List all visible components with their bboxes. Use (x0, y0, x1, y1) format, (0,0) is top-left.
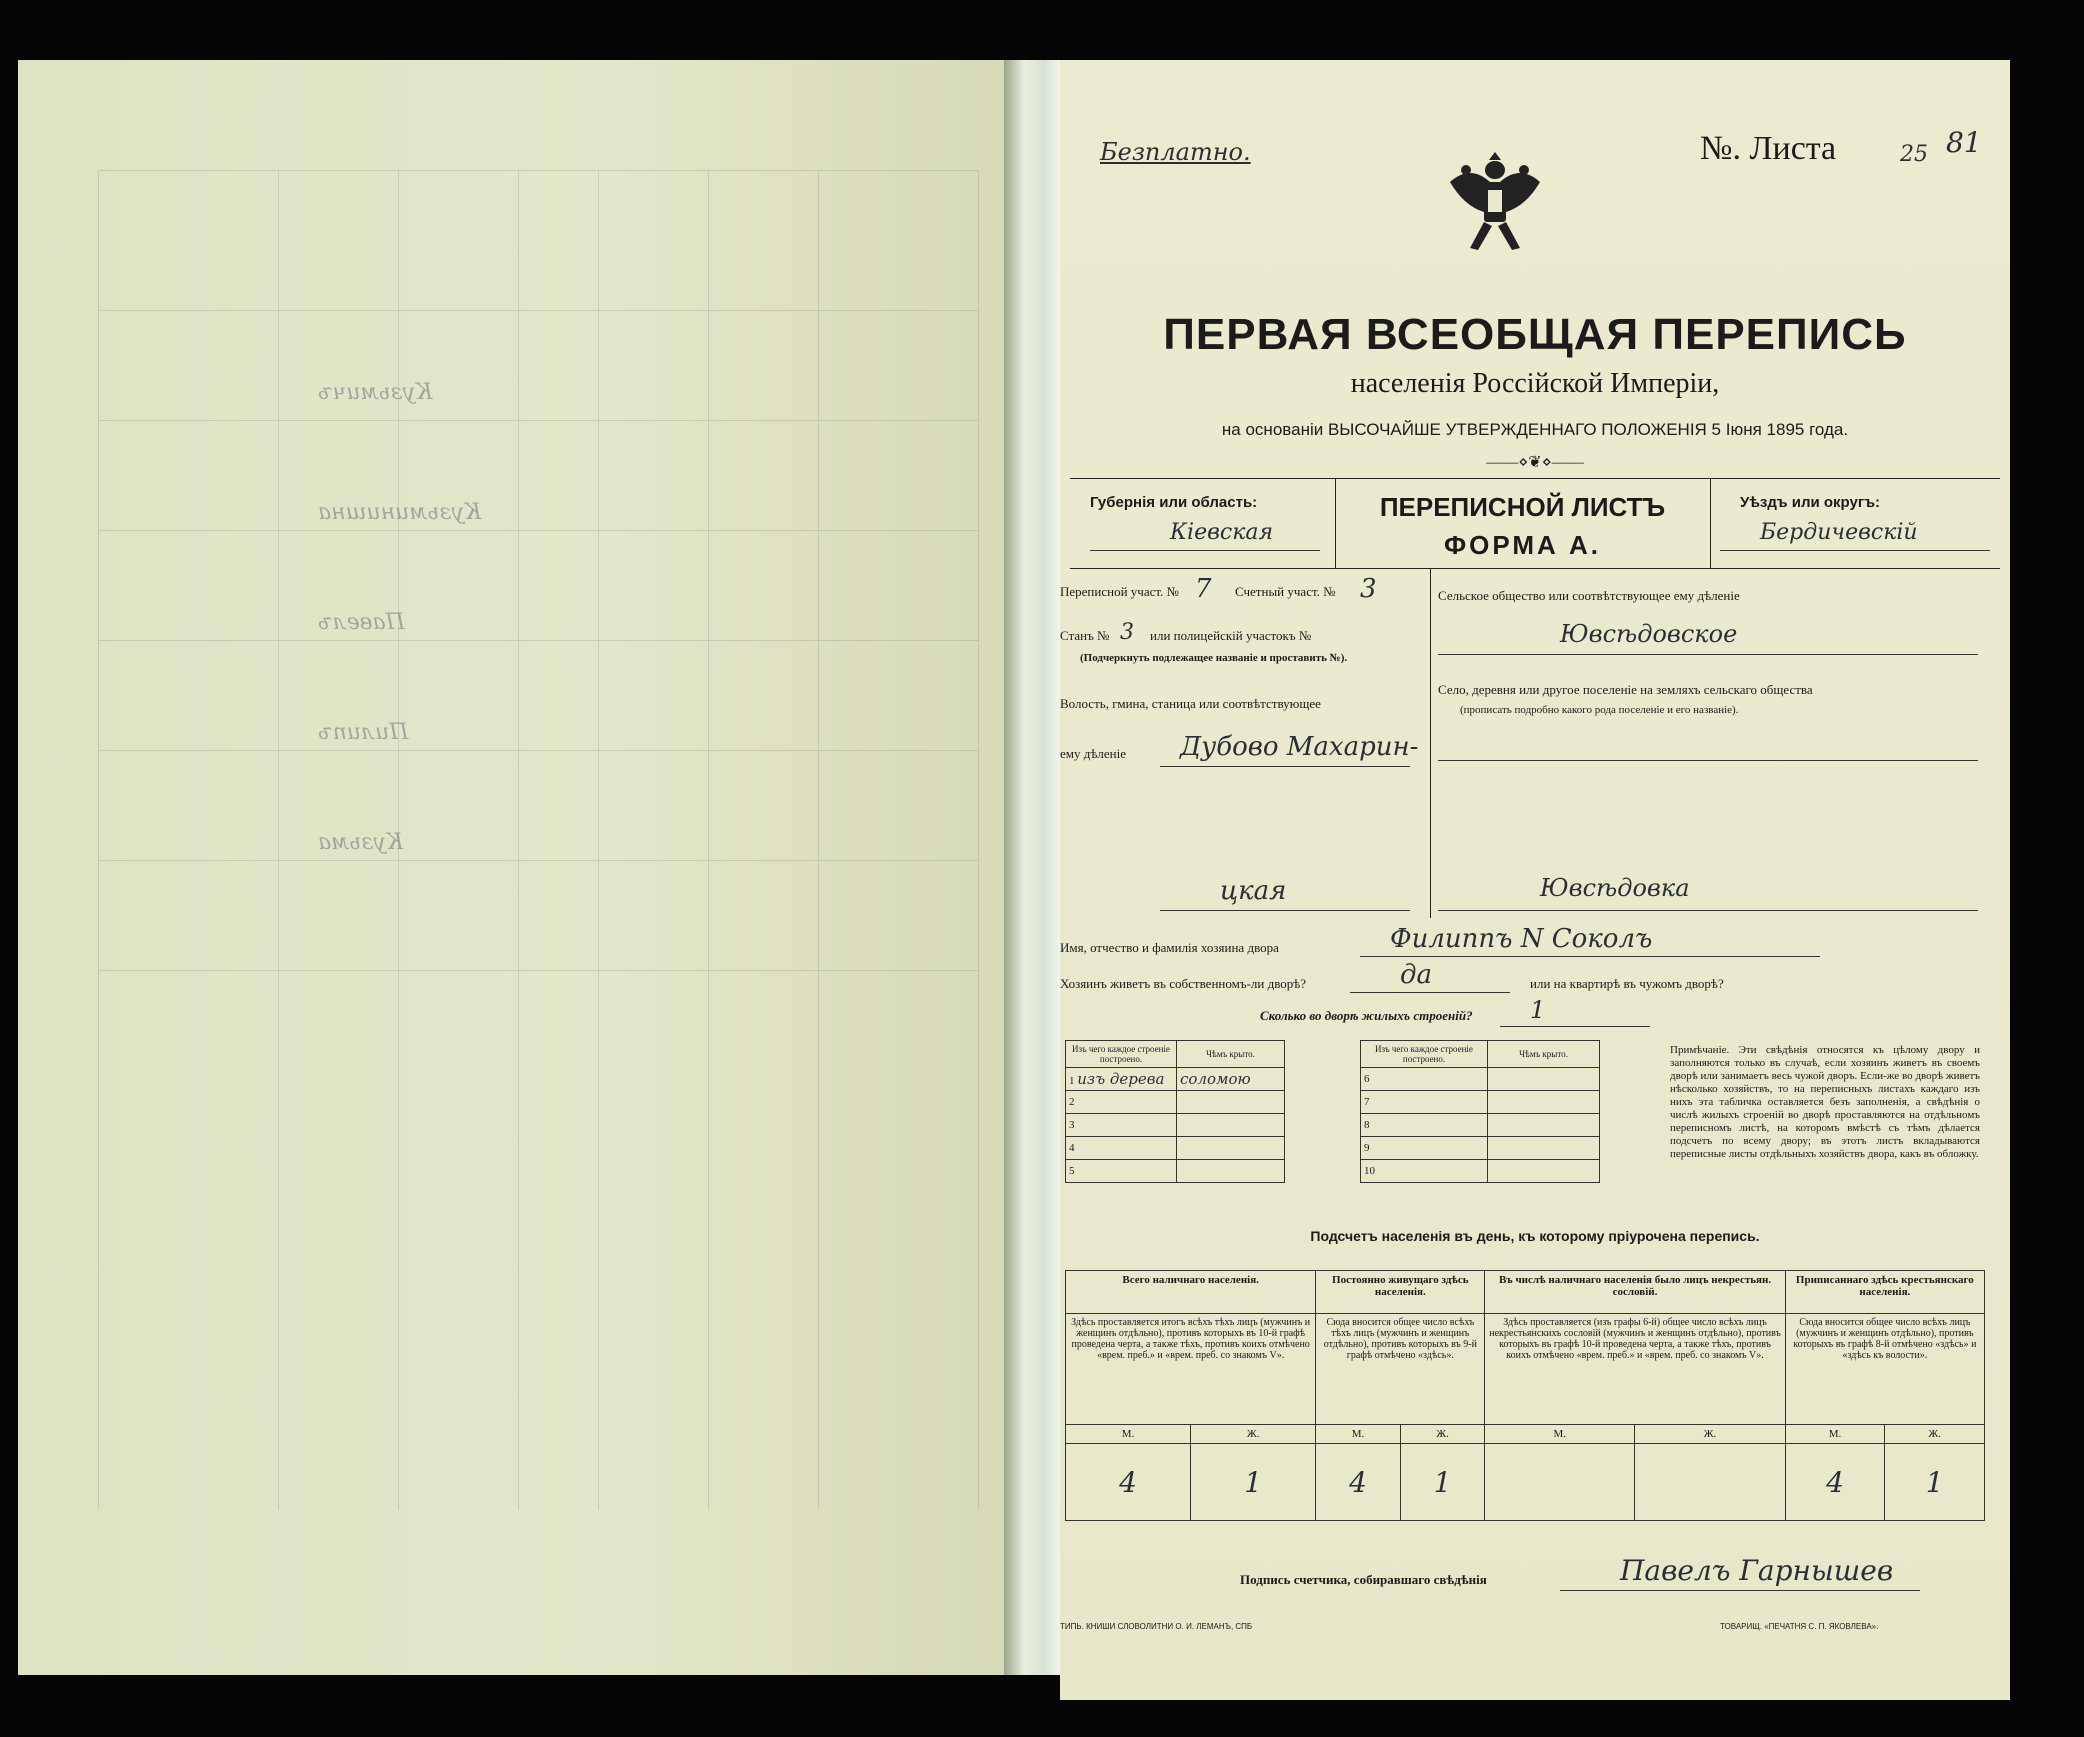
census-subtitle: населенія Россійской Имперіи, (1350, 368, 1720, 399)
ghost-text: Кузьминишна (318, 500, 482, 525)
census-district-label: Переписной участ. № (1060, 584, 1179, 599)
ornament-divider: ——⋄❦⋄—— (1486, 454, 1584, 471)
census-form-page (1060, 60, 2010, 1700)
archive-number: 81 (1946, 126, 1982, 159)
form-type: ФОРМА А. (1443, 530, 1602, 560)
rent-label: или на квартирѣ въ чужомъ дворѣ? (1530, 976, 1724, 991)
imperial-eagle-emblem-icon (1430, 142, 1560, 262)
count-district-label: Счетный участ. № (1235, 584, 1336, 599)
printer-left: ТИПЬ. КНИШИ СЛОВОЛИТНИ О. И. ЛЕМАНЪ, СПБ (1060, 1622, 1253, 1631)
guberniya-value: Кіевская (1170, 520, 1274, 545)
own-yard-value: да (1400, 960, 1432, 990)
count-district-value: 3 (1360, 574, 1377, 604)
guberniya-label: Губернія или область: (1090, 494, 1258, 511)
uezd-label: Уѣздъ или округъ: (1740, 494, 1881, 511)
ghost-text: Кузьмичъ (318, 380, 433, 405)
buildings-count-value: 1 (1530, 996, 1546, 1024)
police-district-label: или полицейскій участокъ № (1150, 628, 1312, 643)
owner-name-label: Имя, отчество и фамилія хозяина двора (1060, 940, 1279, 955)
stan-value: 3 (1120, 620, 1134, 645)
summary-heading: Подсчетъ населенія въ день, къ которому пріурочена перепись. (1310, 1228, 1760, 1244)
volost-value: Дубово Махарин- (1180, 732, 1419, 762)
ghost-text: Кузьма (318, 830, 404, 855)
village-label: Село, деревня или другое поселеніе на земляхъ сельскаго общества (1438, 682, 1813, 697)
uezd-value: Бердичевскій (1760, 520, 1918, 545)
buildings-table-right: Изъ чего каждое строеніе построено. Чѣмъ крыто. 6 7 8 9 10 (1360, 1040, 1600, 1183)
society-value: Ювсѣдовское (1560, 620, 1738, 648)
signature-label: Подпись счетчика, собиравшаго свѣдѣнія (1240, 1572, 1487, 1587)
stan-label: Станъ № (1060, 628, 1110, 643)
police-note: (Подчеркнуть подлежащее названіе и проставить №). (1080, 652, 1348, 664)
signature-value: Павелъ Гарнышев (1620, 1554, 1894, 1587)
village-note: (прописать подробно какого рода поселеніе и его названіе). (1460, 704, 1739, 716)
free-label: Безплатно. (1100, 138, 1251, 166)
owner-name-value: Филиппъ N Соколъ (1390, 924, 1653, 954)
buildings-count-label: Сколько во дворѣ жилыхъ строеній? (1260, 1008, 1473, 1023)
census-basis-line: на основаніи ВЫСОЧАЙШЕ УТВЕРЖДЕННАГО ПОЛОЖЕНІЯ 5 Іюня 1895 года. (1221, 420, 1849, 439)
form-title: ПЕРЕПИСНОЙ ЛИСТЪ (1379, 492, 1666, 522)
left-page (18, 60, 1004, 1675)
ghost-text: Павелъ (318, 610, 405, 635)
village-value: Ювсѣдовка (1540, 874, 1690, 902)
sheet-number-value: 25 (1900, 142, 1928, 167)
ghost-text: Пилипъ (318, 720, 409, 745)
sheet-number-label: №. Листа (1700, 130, 1837, 167)
note-text: Примѣчаніе. Эти свѣдѣнія относятся къ цѣлому двору и заполняются только въ случаѣ, если хозяинъ живетъ въ своемъ дворѣ или занимаетъ весь чужой дворъ. Если-же во дворѣ живетъ нѣсколько хозяйствъ, то на переписныхъ листахъ каждаго изъ нихъ эта табличка оставляется безъ заполненія, а свѣдѣнія о числѣ жилыхъ строеній во дворѣ проставляются на отдѣльномъ переписномъ листѣ, на которомъ вмѣстѣ съ тѣмъ дѣлается подсчетъ по всему двору; въ этотъ листъ вкладываются переписные листы отдѣльныхъ хозяйствъ двора, какъ въ обложку. (1670, 1044, 1980, 1160)
left-page-ghost-grid (98, 170, 978, 1510)
volost-label: Волость, гмина, станица или соотвѣтствующее (1060, 696, 1321, 711)
own-yard-label: Хозяинъ живетъ въ собственномъ-ли дворѣ? (1060, 976, 1307, 991)
buildings-table-left: Изъ чего каждое строеніе построено. Чѣмъ крыто. 1 изъ дерева соломою 2 3 4 5 (1065, 1040, 1285, 1183)
society-label: Сельское общество или соотвѣтствующее ему дѣленіе (1438, 588, 1740, 603)
census-title: ПЕРВАЯ ВСЕОБЩАЯ ПЕРЕПИСЬ (1163, 310, 1907, 359)
volost-label-2: ему дѣленіе (1060, 746, 1127, 761)
census-district-value: 7 (1195, 574, 1212, 604)
population-summary-table: Всего наличнаго населенія. Постоянно живущаго здѣсь населенія. Въ числѣ наличнаго населенія было лицъ некрестьян. сословій. Приписаннаго здѣсь крестьянскаго населенія. Здѣсь проставляется итогъ всѣхъ тѣхъ лицъ (мужчинъ и женщинъ отдѣльно), противъ которыхъ въ 10-й графѣ проведена черта, а также тѣхъ, противъ коихъ отмѣчено «врем. преб.» и «врем. преб. со знакомъ V». Сюда вносится общее число всѣхъ тѣхъ лицъ (мужчинъ и женщинъ отдѣльно), противъ которыхъ въ 9-й графѣ отмѣчено «здѣсь». Здѣсь проставляется (изъ графы 6-й) общее число всѣхъ лицъ некрестьянскихъ сословій (мужчинъ и женщинъ отдѣльно), противъ которыхъ въ графѣ 10-й проведена черта, а также тѣхъ, противъ коихъ отмѣчено «врем. преб.» и «врем. преб. со знакомъ V». Сюда вносится общее число всѣхъ лицъ (мужчинъ и женщинъ отдѣльно), противъ которыхъ въ графѣ 8-й отмѣчено «здѣсь» и «здѣсь къ волости». М. Ж. М. Ж. М. Ж. М. Ж. 4 1 4 1 4 1 (1065, 1270, 1985, 1521)
printer-right: ТОВАРИЩ. «ПЕЧАТНЯ С. П. ЯКОВЛЕВА». (1720, 1622, 1879, 1631)
volost-value-2: цкая (1220, 876, 1287, 906)
